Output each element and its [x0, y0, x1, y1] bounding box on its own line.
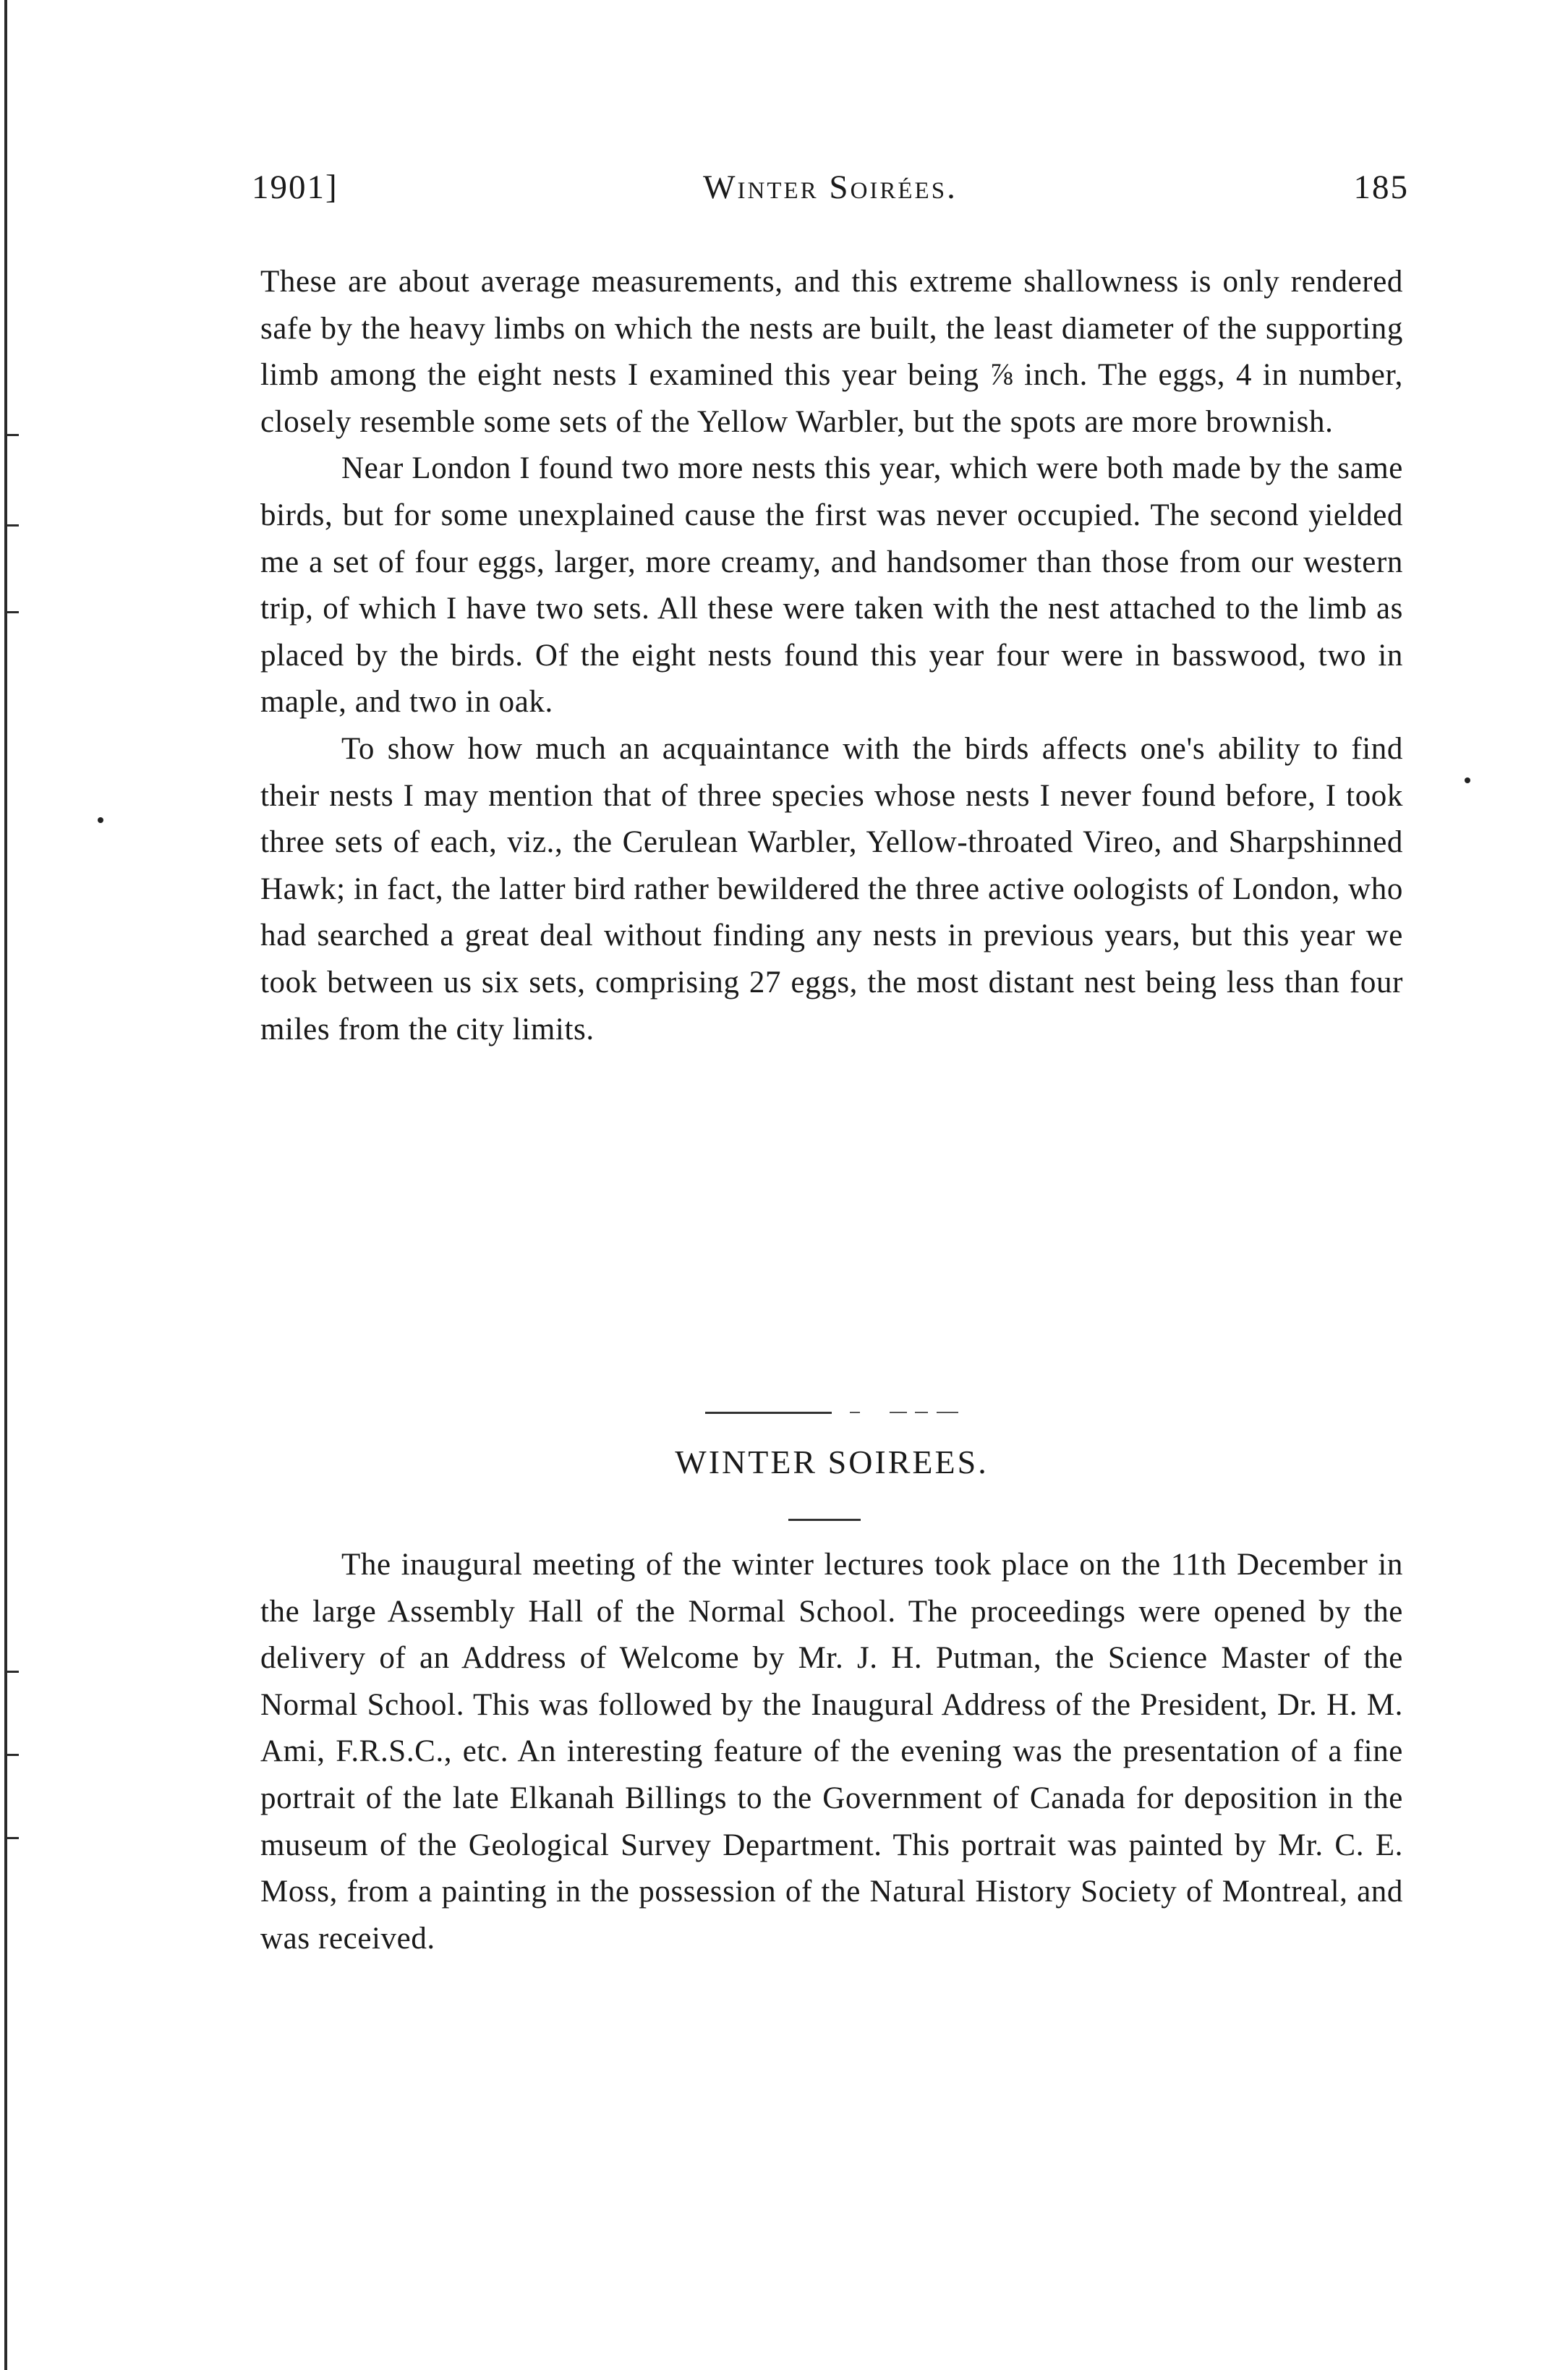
section-divider-dash — [915, 1412, 928, 1413]
scan-binding-edge — [4, 0, 7, 2370]
running-title: Winter Soirées. — [703, 169, 958, 206]
scan-speck — [98, 817, 103, 823]
section-divider-dash — [850, 1412, 860, 1413]
scan-binding-mark — [7, 1671, 19, 1673]
page-number: 185 — [1353, 169, 1409, 206]
scan-speck — [1465, 777, 1470, 783]
paragraph: The inaugural meeting of the winter lectures took place on the 11th December in the large Assembly Hall of the Normal School. The proceedings were opened by the delivery of an Address of Welcome by Mr. J. H. Putman, the Science Master of the Normal School. This was followed by the Inaugural Address of the President, Dr. H. M. Ami, F.R.S.C., etc. An interesting feature of the evening was the presentation of a fine portrait of the late Elkanah Billings to the Government of Canada for deposition in the museum of the Geological Survey Department. This portrait was painted by Mr. C. E. Moss, from a painting in the possession of the Natural History Society of Montreal, and was received. — [260, 1548, 1403, 1956]
paragraph: To show how much an acquaintance with the birds affects one's ability to find their nests I may mention that of three species whose nests I never found before, I took three sets of each, viz., the Cerulean Warbler, Yellow-throated Vireo, and Sharpshinned Hawk; in fact, the latter bird rather bewildered the three active oologists of London, who had searched a great deal without finding any nests in previous years, but this year we took between us six sets, comprising 27 eggs, the most distant nest being less than four miles from the city limits. — [260, 731, 1403, 1047]
scan-binding-mark — [7, 1754, 19, 1756]
section-divider — [705, 1412, 832, 1414]
scan-binding-mark — [7, 1837, 19, 1839]
winter-soirees-section — [260, 1542, 1403, 1962]
heading-underline — [788, 1519, 861, 1521]
section-divider-dash — [937, 1412, 958, 1413]
paragraph: Near London I found two more nests this year, which were both made by the same birds, but for some unexplained cause the first was never occupied. The second yielded me a set of four eggs, larger, more creamy, and handsomer than those from our western trip, of which I have two sets. All these were taken with the nest attached to the limb as placed by the birds. Of the eight nests found this year four were in basswood, two in maple, and two in oak. — [260, 451, 1403, 720]
paragraph: These are about average measurements, and this extreme shallowness is only rendered safe by the heavy limbs on which the nests are built, the least diameter of the supporting limb among the eight nests I examined this year being ⅞ inch. The eggs, 4 in number, closely resemble some sets of the Yellow Warbler, but the spots are more brownish. — [260, 265, 1403, 439]
scan-binding-mark — [7, 434, 19, 436]
section-divider-dash — [890, 1412, 907, 1413]
header-year: 1901] — [252, 169, 338, 206]
article-continuation — [260, 259, 1403, 1053]
section-heading: WINTER SOIREES. — [675, 1444, 989, 1480]
scan-binding-mark — [7, 611, 19, 613]
scan-binding-mark — [7, 524, 19, 527]
page-header — [252, 168, 1409, 226]
